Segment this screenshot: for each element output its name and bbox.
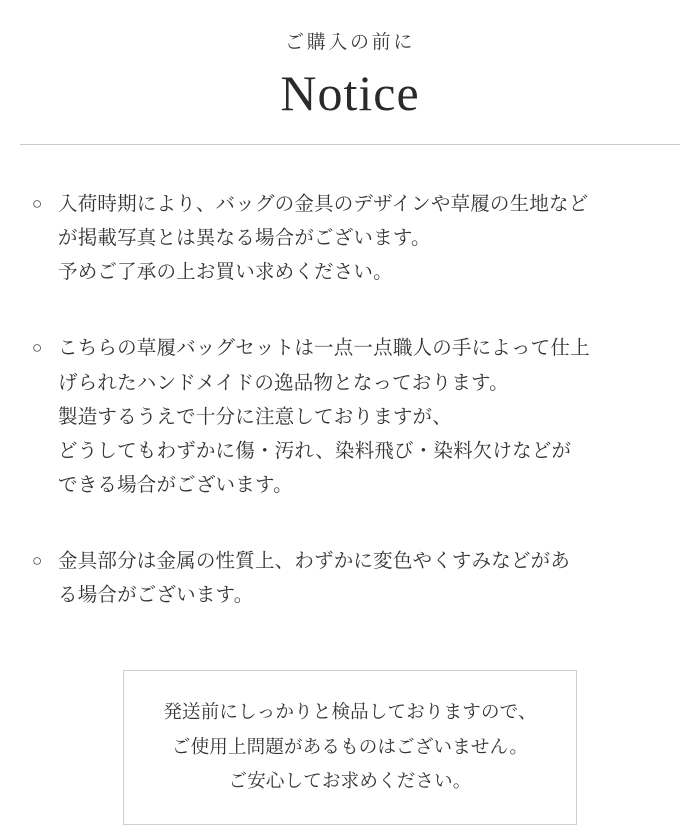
assurance-line: ご使用上問題があるものはございません。 bbox=[171, 735, 529, 757]
footer-box-wrapper bbox=[0, 670, 700, 825]
list-item bbox=[32, 331, 668, 502]
notice-list bbox=[32, 187, 668, 612]
note-line: 入荷時期により、バッグの金具のデザインや草履の生地など bbox=[58, 193, 589, 216]
note-text bbox=[58, 331, 668, 502]
note-text bbox=[58, 544, 668, 612]
page-header bbox=[0, 0, 700, 122]
page-kicker: ご購入の前に bbox=[285, 32, 415, 53]
note-line: 製造するうえで十分に注意しておりますが、 bbox=[58, 405, 452, 428]
note-line: どうしてもわずかに傷・汚れ、染料飛び・染料欠けなどが bbox=[58, 439, 572, 462]
assurance-box bbox=[123, 670, 577, 825]
bullet-circle-icon: ○ bbox=[32, 194, 43, 214]
note-text bbox=[58, 187, 668, 289]
note-line: 予めご了承の上お買い求めください。 bbox=[58, 261, 393, 284]
assurance-line: ご安心してお求めください。 bbox=[228, 769, 472, 791]
list-item bbox=[32, 187, 668, 289]
note-line: が掲載写真とは異なる場合がございます。 bbox=[58, 227, 431, 250]
note-line: できる場合がございます。 bbox=[58, 473, 293, 496]
bullet-circle-icon: ○ bbox=[32, 551, 43, 571]
note-line: 金具部分は金属の性質上、わずかに変色やくすみなどがあ bbox=[58, 550, 571, 573]
list-item bbox=[32, 544, 668, 612]
assurance-line: 発送前にしっかりと検品しておりますので、 bbox=[163, 701, 537, 723]
header-divider bbox=[20, 144, 680, 145]
note-line: る場合がございます。 bbox=[58, 584, 254, 607]
note-line: げられたハンドメイドの逸品物となっております。 bbox=[58, 371, 509, 394]
page-title: Notice bbox=[280, 64, 420, 121]
note-line: こちらの草履バッグセットは一点一点職人の手によって仕上 bbox=[58, 337, 590, 360]
bullet-circle-icon: ○ bbox=[32, 338, 43, 358]
